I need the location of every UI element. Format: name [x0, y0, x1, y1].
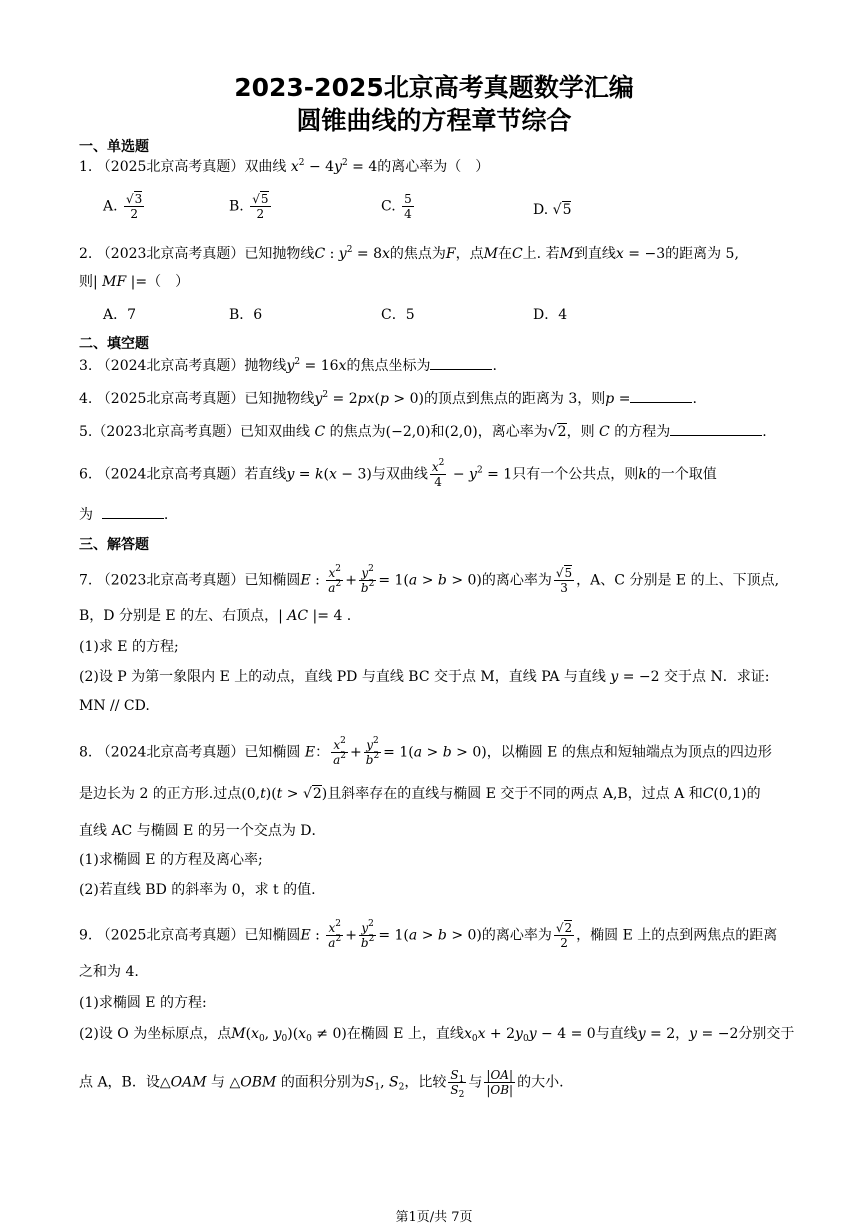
question-8-part2: (2)若直线 BD 的斜率为 0，求 t 的值. [79, 882, 316, 898]
question-8-part1: (1)求椭圆 E 的方程及离心率; [79, 852, 263, 868]
q4-answer-blank [630, 390, 692, 403]
question-5: 5.（2023北京高考真题）已知双曲线 C 的焦点为(−2,0)和(2,0)，离心率为√2，则 C 的方程为 . [79, 424, 767, 440]
question-1: 1. （2025北京高考真题）双曲线 $x^2 - 4y^2 = 4$的离心率为（ ） [79, 158, 490, 175]
q1-suffix: 的离心率为（ ） [377, 159, 490, 175]
q1-option-b: B. $\frac{√5}{2}$ [229, 192, 269, 221]
q2-option-a: A．7 [103, 307, 137, 323]
q2-option-c: C．5 [381, 307, 415, 323]
question-8-line2: 是边长为 2 的正方形.过点(0,t)(t > √2)且斜率存在的直线与椭圆 E 交于不同的两点 A,B，过点 A 和C(0,1)的 [79, 786, 761, 802]
question-7-part2-line2: MN // CD. [79, 698, 150, 714]
q1-option-c: C. $\frac{5}{4}$ [381, 192, 412, 221]
q2-option-d: D．4 [533, 307, 568, 323]
q5-answer-blank [670, 423, 762, 436]
question-6: 6. （2024北京高考真题）若直线y = k(x − 3)与双曲线 $\frac{x^2}{4}$ − $y^2 = 1$只有一个公共点，则k的一个取值 [79, 458, 717, 489]
question-8: 8. （2024北京高考真题）已知椭圆 E： $\frac{x^2}{a^2}$ + $\frac{y^2}{b^2}$ = 1(a > b > 0)，以椭圆 E 的焦点和短轴端点为顶点的四边形 [79, 736, 772, 767]
question-8-line3: 直线 AC 与椭圆 E 的另一个交点为 D． [79, 823, 326, 839]
page-subtitle: 圆锥曲线的方程章节综合 [296, 106, 572, 135]
question-2-line2: 则| MF |=（ ） [79, 274, 190, 290]
question-9: 9. （2025北京高考真题）已知椭圆E : $\frac{x^2}{a^2}$ + $\frac{y^2}{b^2}$ = 1(a > b > 0)的离心率为 $\frac{√2}{2}$ ，椭圆 E 上的点到两焦点的距离 [79, 919, 778, 950]
question-2: 2. （2023北京高考真题）已知抛物线C : $y^2 = 8x$的焦点为F，点M在C上. 若M到直线x = −3的距离为 5, [79, 245, 739, 262]
q3-answer-blank [430, 357, 492, 370]
section-heading-fill-blank: 二、填空题 [79, 336, 149, 352]
question-7-part1: (1)求 E 的方程; [79, 639, 179, 655]
section-heading-solution: 三、解答题 [79, 537, 149, 553]
question-9-part2: (2)设 O 为坐标原点，点$M(x_0$, $y_0)(x_0 \ne 0)$在椭圆 E 上，直线$x_0x + 2y_0y - 4 = 0$与直线y = 2，y = −2分别交于 [79, 1026, 795, 1044]
section-heading-single-choice: 一、单选题 [79, 139, 149, 155]
question-9-part2-line2: 点 A，B．设△OAM 与 △OBM 的面积分别为$S_1$, $S_2$，比较 $\frac{S_1}{S_2}$ 与 $\frac{|OA|}{|OB|}$ 的大小. [79, 1068, 564, 1100]
question-7: 7. （2023北京高考真题）已知椭圆E : $\frac{x^2}{a^2}$ + $\frac{y^2}{b^2}$ = 1(a > b > 0)的离心率为 $\frac{√5}{3}$ ，A、C 分别是 E 的上、下顶点, [79, 564, 780, 595]
question-9-line2: 之和为 4. [79, 964, 139, 980]
question-7-part2: (2)设 P 为第一象限内 E 上的动点，直线 PD 与直线 BC 交于点 M，直线 PA 与直线 y = −2 交于点 N．求证: [79, 669, 770, 685]
question-4: 4. （2025北京高考真题）已知抛物线$y^2 = 2px(p > 0)$的顶点到焦点的距离为 3，则p = . [79, 390, 697, 407]
q6-answer-blank [102, 506, 164, 519]
page-title: 2023-2025北京高考真题数学汇编 [234, 73, 634, 102]
q2-options [103, 304, 803, 324]
question-3: 3. （2024北京高考真题）抛物线$y^2 = 16x$的焦点坐标为 . [79, 357, 497, 374]
question-6-line2: 为 . [79, 507, 169, 523]
q1-options [103, 192, 803, 232]
q2-option-b: B．6 [229, 307, 263, 323]
question-7-line2: B，D 分别是 E 的左、右顶点，| AC |= 4 . [79, 608, 352, 624]
page-footer: 第1页/共 7页 [395, 1210, 473, 1225]
question-9-part1: (1)求椭圆 E 的方程: [79, 995, 207, 1011]
q1-option-d: D. √5 [533, 202, 572, 218]
q1-prefix: 1. （2025北京高考真题）双曲线 [79, 159, 287, 175]
q1-option-a: A. $\frac{√3}{2}$ [103, 192, 143, 221]
